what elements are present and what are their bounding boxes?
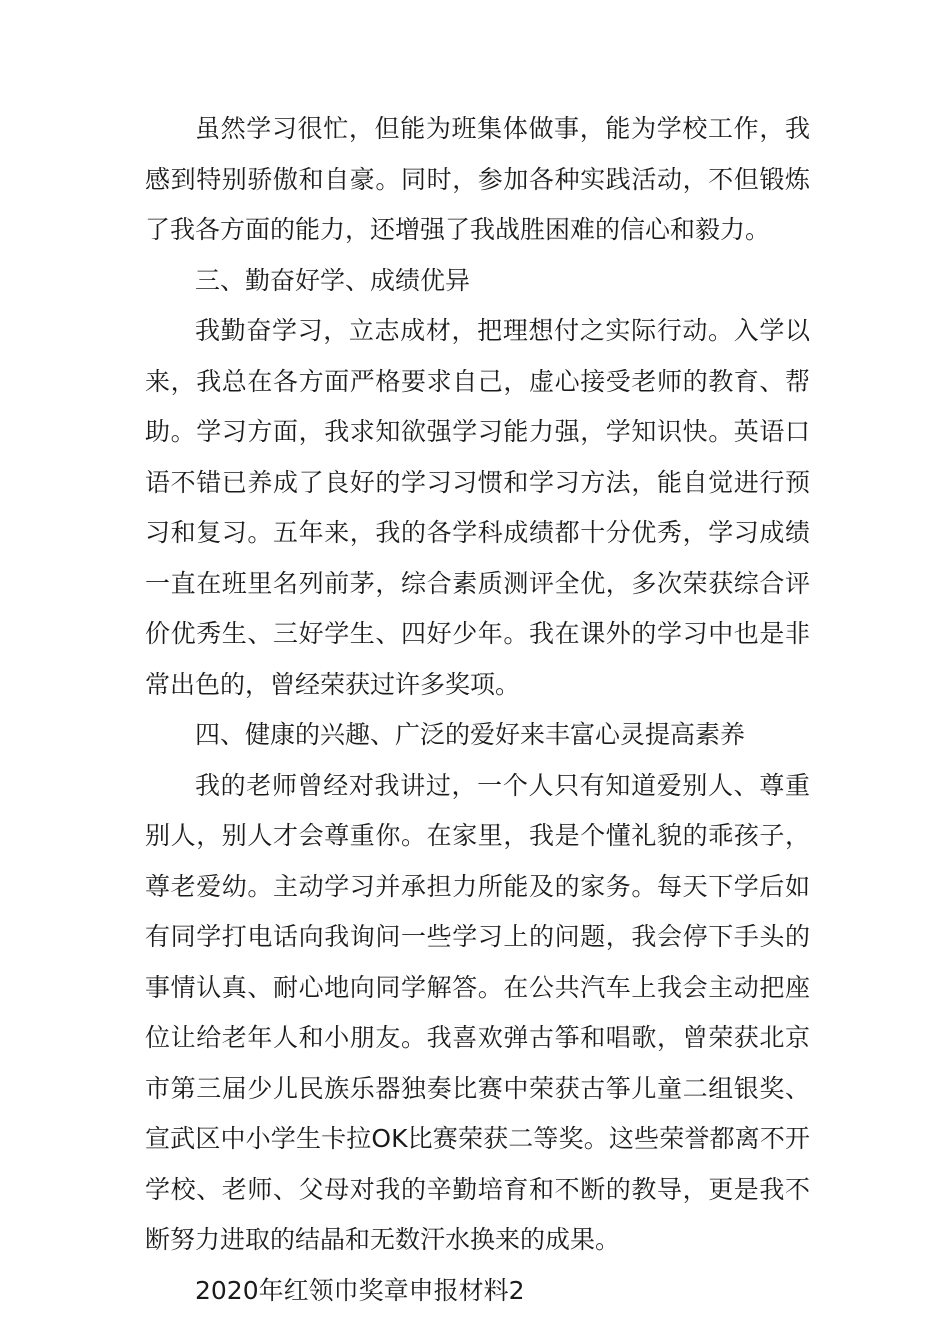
document-subtitle: 2020年红领巾奖章申报材料2 — [195, 1275, 525, 1305]
paragraph-study: 我勤奋学习，立志成材，把理想付之实际行动。入学以来，我总在各方面严格要求自己，虚心接受老师的教育、帮助。学习方面，我求知欲强学习能力强，学知识快。英语口语不错已养成了良好的学习习惯和学习方法，能自觉进行预习和复习。五年来，我的各学科成绩都十分优秀，学习成绩一直在班里名列前茅，综合素质测评全优，多次荣获综合评价优秀生、三好学生、四好少年。我在课外的学习中也是非常出色的，曾经荣获过许多奖项。 — [145, 316, 810, 699]
section-heading-4: 四、健康的兴趣、广泛的爱好来丰富心灵提高素养 — [195, 720, 746, 749]
paragraph-pride: 虽然学习很忙，但能为班集体做事，能为学校工作，我感到特别骄傲和自豪。同时，参加各种实践活动，不但锻炼了我各方面的能力，还增强了我战胜困难的信心和毅力。 — [145, 114, 810, 244]
paragraph-hobbies: 我的老师曾经对我讲过，一个人只有知道爱别人、尊重别人，别人才会尊重你。在家里，我是个懂礼貌的乖孩子，尊老爱幼。主动学习并承担力所能及的家务。每天下学后如有同学打电话向我询问一些学习上的问题，我会停下手头的事情认真、耐心地向同学解答。在公共汽车上我会主动把座位让给老年人和小朋友。我喜欢弹古筝和唱歌，曾荣获北京市第三届少儿民族乐器独奏比赛中荣获古筝儿童二组银奖、宣武区中小学生卡拉OK比赛荣获二等奖。这些荣誉都离不开学校、老师、父母对我的辛勤培育和不断的教导，更是我不断努力进取的结晶和无数汗水换来的成果。 — [145, 770, 810, 1254]
document-body — [145, 104, 810, 1316]
section-heading-3: 三、勤奋好学、成绩优异 — [195, 265, 471, 295]
